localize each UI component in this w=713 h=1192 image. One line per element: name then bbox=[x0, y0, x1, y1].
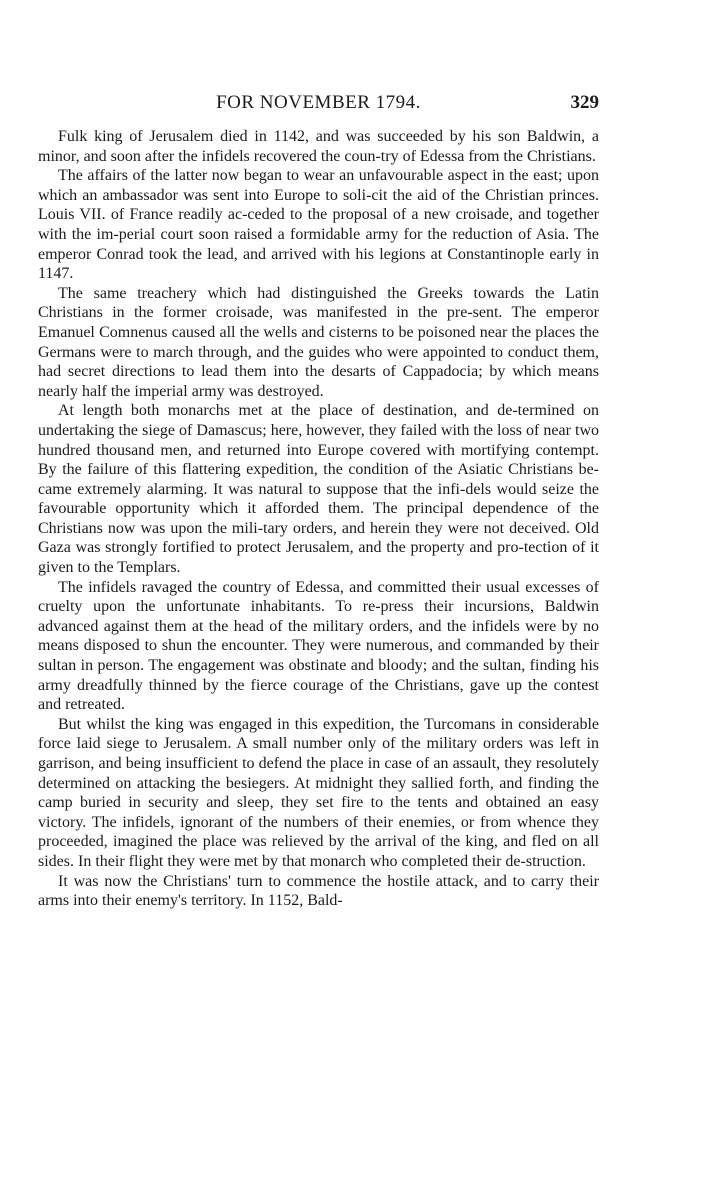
running-head: FOR NOVEMBER 1794. bbox=[216, 92, 421, 113]
paragraph-1: Fulk king of Jerusalem died in 1142, and was succeeded by his son Baldwin, a minor, and soon after the infidels recovered the coun-try of Edessa from the Christians. bbox=[38, 128, 599, 165]
body-text bbox=[38, 127, 599, 911]
page-number: 329 bbox=[570, 92, 599, 113]
paragraph-4: At length both monarchs met at the place of destination, and de-termined on undertaking the siege of Damascus; here, however, they failed with the loss of near two hundred thousand men, and returned into Europe covered with mortifying contempt. By the failure of this flattering expedition, the condition of the Asiatic Christians be-came extremely alarming. It was natural to suppose that the infi-dels would seize the favourable opportunity which it afforded them. The principal dependence of the Christians now was upon the mili-tary orders, and herein they were not deceived. Old Gaza was strongly fortified to protect Jerusalem, and the property and pro-tection of it given to the Templars. bbox=[38, 402, 599, 577]
paragraph-3: The same treachery which had distinguished the Greeks towards the Latin Christians in the former croisade, was manifested in the pre-sent. The emperor Emanuel Comnenus caused all the wells and cisterns to be poisoned near the places the Germans were to march through, and the guides who were appointed to conduct them, had secret directions to lead them into the desarts of Cappadocia; by which means nearly half the imperial army was destroyed. bbox=[38, 284, 599, 400]
paragraph-2: The affairs of the latter now began to wear an unfavourable aspect in the east; upon which an ambassador was sent into Europe to soli-cit the aid of the Christian princes. Louis VII. of France readily ac-ceded to the proposal of a new croisade, and together with the im-perial court soon raised a formidable army for the reduction of Asia. The emperor Conrad took the lead, and arrived with his legions at Constantinople early in 1147. bbox=[38, 167, 599, 283]
page-header bbox=[38, 91, 599, 115]
paragraph-6: But whilst the king was engaged in this expedition, the Turcomans in considerable force laid siege to Jerusalem. A small number only of the military orders was left in garrison, and being insufficient to defend the place in case of an assault, they resolutely determined on attacking the besiegers. At midnight they sallied forth, and finding the camp buried in security and sleep, they set fire to the tents and obtained an easy victory. The infidels, ignorant of the numbers of their enemies, or from whence they proceeded, imagined the place was relieved by the arrival of the king, and fled on all sides. In their flight they were met by that monarch who completed their de-struction. bbox=[38, 715, 599, 870]
paragraph-5: The infidels ravaged the country of Edessa, and committed their usual excesses of cruelty upon the unfortunate inhabitants. To re-press their incursions, Baldwin advanced against them at the head of the military orders, and the infidels were by no means disposed to shun the encounter. They were numerous, and commanded by their sultan in person. The engagement was obstinate and bloody; and the sultan, finding his army dreadfully thinned by the fierce courage of the Christians, gave up the contest and retreated. bbox=[38, 578, 599, 714]
book-page bbox=[38, 0, 599, 1192]
paragraph-7: It was now the Christians' turn to commence the hostile attack, and to carry their arms into their enemy's territory. In 1152, Bald- bbox=[38, 872, 599, 910]
